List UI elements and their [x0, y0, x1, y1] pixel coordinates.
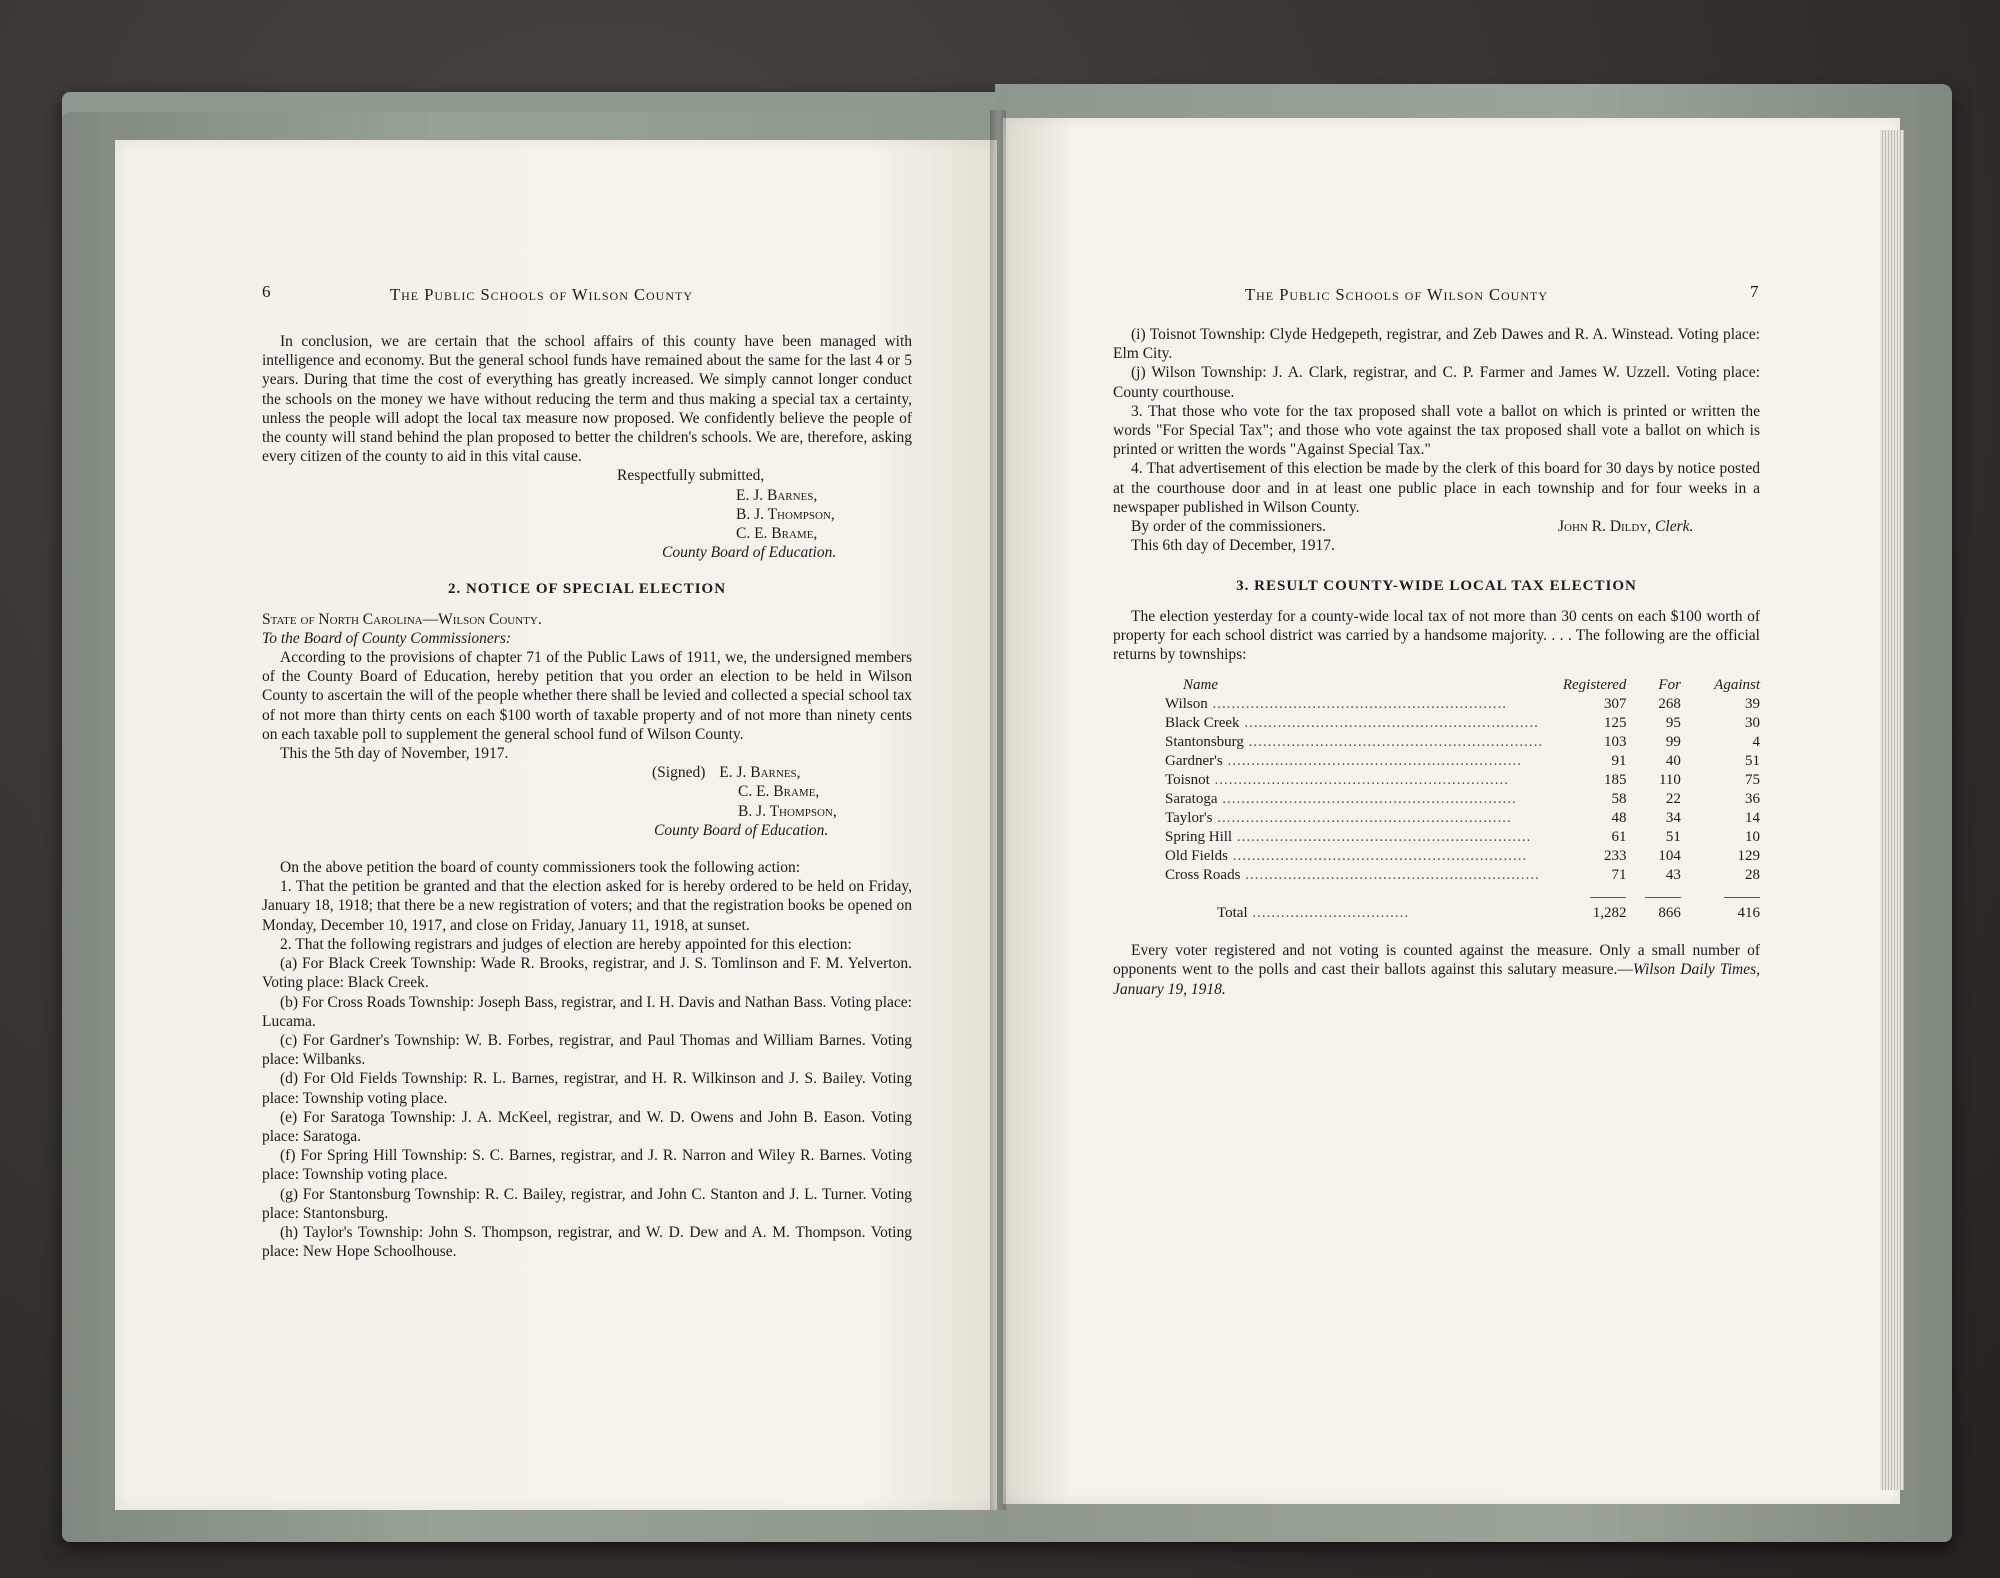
signer-1: E. J. Barnes, — [736, 486, 818, 504]
township-e: (e) For Saratoga Township: J. A. McKeel, registrar, and W. D. Owens and John B. Eason. Voting place: Saratoga. — [262, 1108, 912, 1145]
table-row — [1165, 847, 1760, 866]
township-a: (a) For Black Creek Township: Wade R. Brooks, registrar, and J. S. Tomlinson and F. M. Yelverton. Voting place: Black Creek. — [262, 955, 912, 992]
total-against: 416 — [1737, 905, 1760, 922]
row-registered: 58 — [1611, 791, 1627, 808]
row-registered: 91 — [1611, 753, 1627, 770]
row-name: Spring Hill — [1165, 829, 1233, 846]
row-name: Taylor's — [1165, 810, 1213, 827]
row-against: 14 — [1745, 810, 1760, 827]
township-g: (g) For Stantonsburg Township: R. C. Bailey, registrar, and John C. Stanton and J. L. Turner. Voting place: Stantonsburg. — [262, 1185, 912, 1222]
item-4: 4. That advertisement of this election be made by the clerk of this board for 30 days by notice posted at the courthouse door and in at least one public place in each township and for four weeks in a newspaper published in Wilson County. — [1113, 460, 1760, 516]
left-page-body — [262, 332, 912, 1261]
row-registered: 185 — [1603, 772, 1627, 789]
rule-for — [1645, 897, 1681, 898]
rule-against — [1724, 897, 1760, 898]
row-name: Old Fields — [1165, 848, 1228, 865]
row-against: 39 — [1745, 696, 1760, 713]
row-registered: 61 — [1611, 829, 1627, 846]
right-running-head: The Public Schools of Wilson County — [1245, 285, 1549, 304]
row-name: Saratoga — [1165, 791, 1218, 808]
row-for: 95 — [1665, 715, 1681, 732]
intro-paragraph: In conclusion, we are certain that the school affairs of this county have been managed with intelligence and economy. But the general school funds have remained about the same for the last 4 or 5 years. During that time the cost of everything has greatly increased. We simply cannot longer conduct the schools on the money we have without reducing the term and thus making a special tax a certainty, unless the people will adopt the local tax measure now proposed. We confidently believe the people of the county will stand behind the plan proposed to better the children's schools. We are, therefore, asking every citizen of the county to aid in this vital cause. — [262, 333, 912, 466]
row-against: 129 — [1737, 848, 1760, 865]
book-gutter — [990, 110, 1006, 1510]
header-registered: Registered — [1562, 677, 1627, 694]
total-for: 866 — [1658, 905, 1681, 922]
order-line-row — [1113, 517, 1760, 536]
state-line: State of North Carolina—Wilson County. — [262, 610, 542, 628]
row-against: 10 — [1745, 829, 1760, 846]
returns-table — [1165, 676, 1760, 923]
table-row — [1165, 695, 1760, 714]
result-intro: The election yesterday for a county-wide local tax of not more than 30 cents on each $100 worth of property for each school district was carried by a handsome majority. . . . The following are the official returns by townships: — [1113, 607, 1760, 664]
signed-block — [262, 763, 912, 782]
table-header-row — [1165, 676, 1760, 695]
dot-leader: .............................................................. — [1222, 753, 1522, 770]
row-against: 4 — [1752, 734, 1760, 751]
table-row — [1165, 866, 1760, 885]
dot-leader: .............................................................. — [1209, 772, 1510, 789]
township-i: (i) Toisnot Township: Clyde Hedgepeth, registrar, and Zeb Dawes and R. A. Winstead. Voting place: Elm City. — [1113, 326, 1760, 363]
row-registered: 307 — [1603, 696, 1627, 713]
township-f: (f) For Spring Hill Township: S. C. Barnes, registrar, and J. R. Narron and Wiley R. Barnes. Voting place: Township voting place. — [262, 1147, 912, 1184]
page-edges — [1880, 130, 1904, 1490]
total-registered: 1,282 — [1592, 905, 1627, 922]
section-3-title: 3. RESULT COUNTY-WIDE LOCAL TAX ELECTION — [1236, 578, 1637, 595]
row-registered: 103 — [1603, 734, 1627, 751]
table-row — [1165, 752, 1760, 771]
township-b: (b) For Cross Roads Township: Joseph Bass, registrar, and I. H. Davis and Nathan Bass. Voting place: Lucama. — [262, 993, 912, 1030]
row-name: Toisnot — [1165, 772, 1210, 789]
clerk-name: John R. Dildy, — [1558, 518, 1652, 536]
row-against: 36 — [1745, 791, 1760, 808]
row-name: Wilson — [1165, 696, 1208, 713]
petition-date: This the 5th day of November, 1917. — [280, 745, 509, 763]
table-total-row — [1165, 904, 1760, 923]
item-2: 2. That the following registrars and judges of election are hereby appointed for this election: — [280, 935, 852, 953]
township-j: (j) Wilson Township: J. A. Clark, registrar, and C. P. Farmer and James W. Uzzell. Voting place: County courthouse. — [1113, 364, 1760, 401]
row-registered: 233 — [1603, 848, 1627, 865]
clerk-title: Clerk. — [1655, 518, 1694, 536]
section-2-title: 2. NOTICE OF SPECIAL ELECTION — [447, 581, 727, 598]
rule-registered — [1590, 897, 1626, 898]
signer2-3: B. J. Thompson, — [738, 802, 837, 820]
right-page-body — [1113, 325, 1760, 999]
table-rule-row — [1165, 885, 1760, 904]
dot-leader: .............................................................. — [1243, 734, 1544, 751]
row-name: Cross Roads — [1165, 867, 1241, 884]
signer-3: C. E. Brame, — [736, 525, 818, 543]
signer2-title: County Board of Education. — [654, 821, 829, 839]
row-for: 99 — [1665, 734, 1681, 751]
clerk-signature — [1558, 517, 1693, 536]
row-registered: 48 — [1611, 810, 1627, 827]
township-h: (h) Taylor's Township: John S. Thompson, registrar, and W. D. Dew and A. M. Thompson. Voting place: New Hope Schoolhouse. — [262, 1223, 912, 1261]
row-for: 40 — [1665, 753, 1681, 770]
township-d: (d) For Old Fields Township: R. L. Barnes, registrar, and H. R. Wilkinson and J. S. Bailey. Voting place: Township voting place. — [262, 1070, 912, 1107]
row-for: 43 — [1665, 867, 1681, 884]
signer2-2: C. E. Brame, — [738, 783, 820, 801]
closing: Respectfully submitted, — [617, 467, 765, 485]
order-line: By order of the commissioners. — [1131, 518, 1327, 536]
closing-paragraph: Every voter registered and not voting is counted against the measure. Only a small number of opponents went to the polls and cast their ballots against this salutary measure.—Wilson Daily Times, January 19, 1918. — [1113, 942, 1760, 998]
township-c: (c) For Gardner's Township: W. B. Forbes, registrar, and Paul Thomas and William Barnes. Voting place: Wilbanks. — [262, 1031, 912, 1069]
order-date: This 6th day of December, 1917. — [1131, 537, 1335, 555]
table-row — [1165, 733, 1760, 752]
row-for: 34 — [1665, 810, 1681, 827]
dot-leader: .............................................................. — [1239, 715, 1539, 732]
closing-text: Every voter registered and not voting is counted against the measure. Only a small number of opponents went to the polls and cast their ballots against this salutary measure. — [1113, 942, 1760, 979]
item-1: 1. That the petition be granted and that the election asked for is hereby ordered to be held on Friday, January 18, 1918; that there be a new registration of voters; and that the registration books be opened on Monday, December 10, 1917, and close on Friday, January 11, 1918, at sunset. — [262, 878, 912, 934]
row-against: 30 — [1745, 715, 1760, 732]
row-against: 28 — [1745, 867, 1760, 884]
left-page-number: 6 — [262, 282, 271, 301]
row-against: 75 — [1745, 772, 1760, 789]
row-name: Gardner's — [1165, 753, 1223, 770]
dot-leader: .............................................................. — [1240, 867, 1540, 884]
table-row — [1165, 714, 1760, 733]
row-against: 51 — [1745, 753, 1760, 770]
row-for: 51 — [1665, 829, 1681, 846]
row-for: 110 — [1658, 772, 1681, 789]
row-registered: 125 — [1603, 715, 1627, 732]
petition-paragraph: According to the provisions of chapter 71 of the Public Laws of 1911, we, the undersigned members of the County Board of Education, hereby petition that you order an election to be held in Wilson County to ascertain the will of the people whether there shall be levied and collected a special school tax of not more than thirty cents on each $100 worth of taxable property and of not more than ninety cents on each taxable poll to supplement the general school fund of Wilson County. — [262, 649, 912, 743]
row-for: 22 — [1665, 791, 1681, 808]
right-page-number: 7 — [1750, 282, 1759, 301]
table-row — [1165, 771, 1760, 790]
row-for: 104 — [1658, 848, 1681, 865]
table-row — [1165, 828, 1760, 847]
row-registered: 71 — [1611, 867, 1627, 884]
signed-label: (Signed) — [652, 764, 706, 782]
signer-title: County Board of Education. — [662, 544, 837, 562]
action-intro: On the above petition the board of county commissioners took the following action: — [280, 859, 801, 877]
source-citation: Wilson Daily Times, January 19, 1918. — [1113, 961, 1760, 998]
row-name: Black Creek — [1165, 715, 1240, 732]
total-leader: ................................. — [1247, 905, 1410, 922]
table-row — [1165, 809, 1760, 828]
total-label: Total — [1217, 905, 1248, 922]
row-name: Stantonsburg — [1165, 734, 1244, 751]
to-line: To the Board of County Commissioners: — [262, 629, 512, 647]
dot-leader: .............................................................. — [1227, 848, 1528, 865]
dot-leader: .............................................................. — [1232, 829, 1532, 846]
signer-2: B. J. Thompson, — [736, 505, 835, 523]
dot-leader: .............................................................. — [1217, 791, 1517, 808]
row-for: 268 — [1658, 696, 1681, 713]
signer2-1: E. J. Barnes, — [719, 764, 801, 782]
header-name: Name — [1183, 677, 1218, 694]
table-row — [1165, 790, 1760, 809]
left-running-head: The Public Schools of Wilson County — [390, 285, 694, 304]
header-against: Against — [1714, 677, 1760, 694]
header-for: For — [1658, 677, 1681, 694]
dot-leader: .............................................................. — [1212, 810, 1512, 827]
item-3: 3. That those who vote for the tax proposed shall vote a ballot on which is printed or written the words "For Special Tax"; and those who vote against the tax proposed shall vote a ballot on which is printed or written the words "Against Special Tax." — [1113, 402, 1760, 459]
dot-leader: .............................................................. — [1207, 696, 1507, 713]
